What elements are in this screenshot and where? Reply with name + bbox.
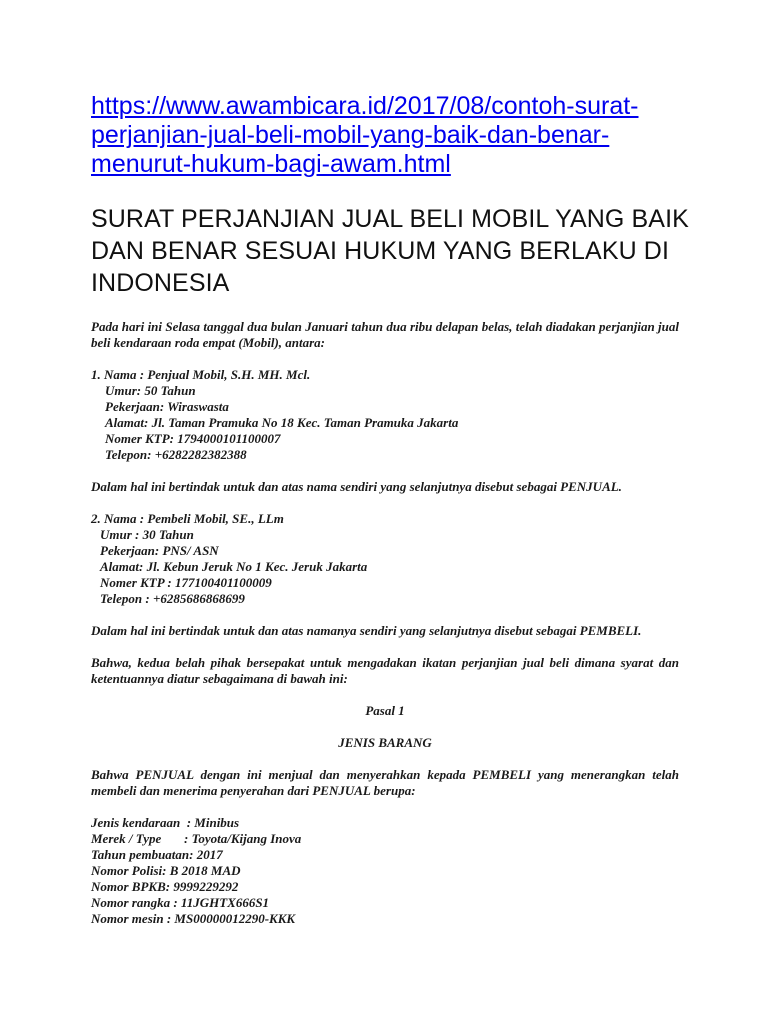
vehicle-plate: Nomor Polisi: B 2018 MAD: [91, 863, 241, 878]
agreement-paragraph: Bahwa, kedua belah pihak bersepakat untuk mengadakan ikatan perjanjian jual beli dimana syarat dan ketentuannya diatur sebagaimana di bawah ini:: [91, 655, 679, 686]
buyer-name: 2. Nama : Pembeli Mobil, SE., LLm: [91, 511, 284, 526]
seller-occupation: Pekerjaan: Wiraswasta: [105, 399, 229, 414]
title-line: DAN BENAR SESUAI HUKUM YANG BERLAKU DI: [91, 237, 670, 265]
pasal-heading: Pasal 1: [365, 703, 405, 718]
title-line: SURAT PERJANJIAN JUAL BELI MOBIL YANG BAIK: [91, 205, 689, 233]
title-line: INDONESIA: [91, 269, 230, 297]
seller-details: [91, 367, 679, 463]
buyer-age: Umur : 30 Tahun: [100, 527, 194, 542]
source-url-link[interactable]: [91, 92, 691, 179]
seller-phone: Telepon: +6282282382388: [105, 447, 247, 462]
buyer-statement: Dalam hal ini bertindak untuk dan atas namanya sendiri yang selanjutnya disebut sebagai PEMBELI.: [91, 623, 642, 638]
pasal-paragraph: Bahwa PENJUAL dengan ini menjual dan menyerahkan kepada PEMBELI yang menerangkan telah membeli dan menerima penyerahan dari PENJUAL berupa:: [91, 767, 679, 798]
url-line[interactable]: perjanjian-jual-beli-mobil-yang-baik-dan-benar-: [91, 121, 610, 149]
vehicle-engine: Nomor mesin : MS00000012290-KKK: [91, 911, 296, 926]
seller-statement: Dalam hal ini bertindak untuk dan atas nama sendiri yang selanjutnya disebut sebagai PENJUAL.: [91, 479, 622, 494]
url-line[interactable]: menurut-hukum-bagi-awam.html: [91, 150, 451, 178]
pasal-title: JENIS BARANG: [338, 735, 432, 750]
document-title: [91, 203, 691, 299]
buyer-occupation: Pekerjaan: PNS/ ASN: [100, 543, 219, 558]
seller-ktp: Nomer KTP: 1794000101100007: [105, 431, 281, 446]
url-line[interactable]: https://www.awambicara.id/2017/08/contoh-surat-: [91, 92, 639, 120]
buyer-details: [91, 511, 679, 607]
buyer-ktp: Nomer KTP : 177100401100009: [100, 575, 272, 590]
buyer-address: Alamat: Jl. Kebun Jeruk No 1 Kec. Jeruk Jakarta: [100, 559, 368, 574]
vehicle-type: Jenis kendaraan : Minibus: [91, 815, 240, 830]
seller-address: Alamat: Jl. Taman Pramuka No 18 Kec. Taman Pramuka Jakarta: [105, 415, 459, 430]
vehicle-bpkb: Nomor BPKB: 9999229292: [91, 879, 239, 894]
vehicle-year: Tahun pembuatan: 2017: [91, 847, 223, 862]
seller-age: Umur: 50 Tahun: [105, 383, 196, 398]
vehicle-brand: Merek / Type : Toyota/Kijang Inova: [91, 831, 302, 846]
vehicle-chassis: Nomor rangka : 11JGHTX666S1: [91, 895, 270, 910]
vehicle-details: [91, 815, 679, 927]
seller-name: 1. Nama : Penjual Mobil, S.H. MH. Mcl.: [91, 367, 311, 382]
buyer-phone: Telepon : +6285686868699: [100, 591, 245, 606]
intro-paragraph: Pada hari ini Selasa tanggal dua bulan Januari tahun dua ribu delapan belas, telah diadakan perjanjian jual beli kendaraan roda empat (Mobil), antara:: [91, 319, 679, 350]
document-body: [91, 319, 679, 927]
